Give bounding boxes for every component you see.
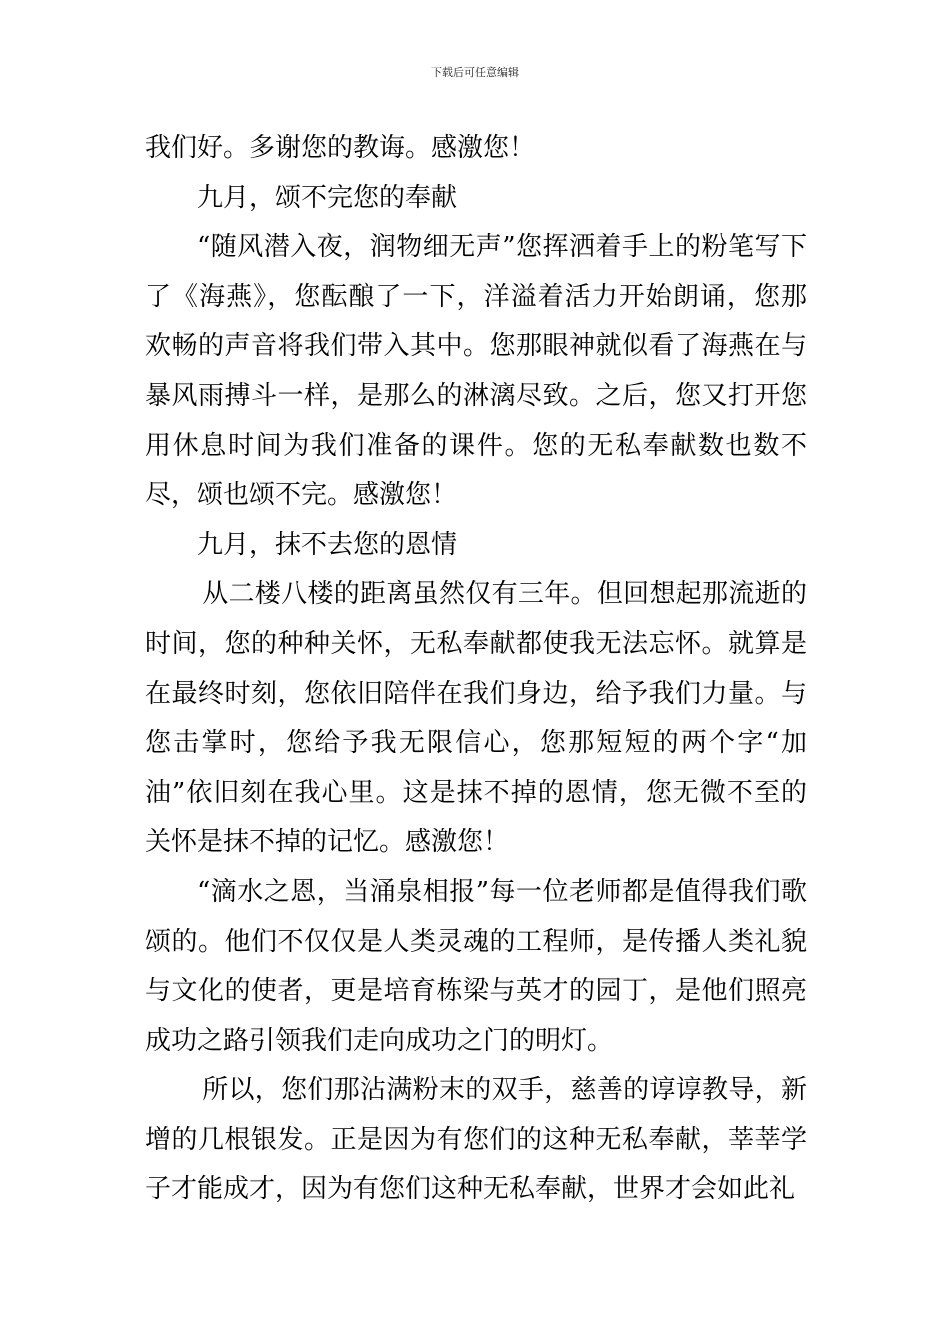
page-header: 下载后可任意编辑	[431, 66, 519, 79]
paragraph-2: “随风潜入夜，润物细无声”您挥洒着手上的粉笔写下了《海燕》，您酝酿了一下，洋溢着活力开始朗诵，您那欢畅的声音将我们带入其中。您那眼神就似看了海燕在与暴风雨搏斗一样，是那么的淋漓尽致。之后，您又打开您用休息时间为我们准备的课件。您的无私奉献数也数不尽，颂也颂不完。感激您！	[145, 232, 807, 511]
section-heading-2: 九月，抹不去您的恩情	[197, 529, 458, 560]
section-heading-1: 九月，颂不完您的奉献	[197, 182, 458, 213]
paragraph-3: 从二楼八楼的距离虽然仅有三年。但回想起那流逝的时间，您的种种关怀，无私奉献都使我无法忘怀。就算是在最终时刻，您依旧陪伴在我们身边，给予我们力量。与您击掌时，您给予我无限信心，您那短短的两个字“加油”依旧刻在我心里。这是抹不掉的恩情，您无微不至的关怀是抹不掉的记忆。感激您！	[145, 579, 807, 858]
paragraph-1: 我们好。多谢您的教诲。感激您！	[145, 133, 536, 163]
document-body	[145, 124, 807, 1215]
paragraph-5: 所以，您们那沾满粉末的双手，慈善的谆谆教导，新增的几根银发。正是因为有您们的这种无私奉献，莘莘学子才能成才，因为有您们这种无私奉献，世界才会如此礼	[145, 1075, 807, 1205]
paragraph-4: “滴水之恩，当涌泉相报”每一位老师都是值得我们歌颂的。他们不仅仅是人类灵魂的工程师，是传播人类礼貌与文化的使者，更是培育栋梁与英才的园丁，是他们照亮成功之路引领我们走向成功之门的明灯。	[145, 876, 807, 1056]
